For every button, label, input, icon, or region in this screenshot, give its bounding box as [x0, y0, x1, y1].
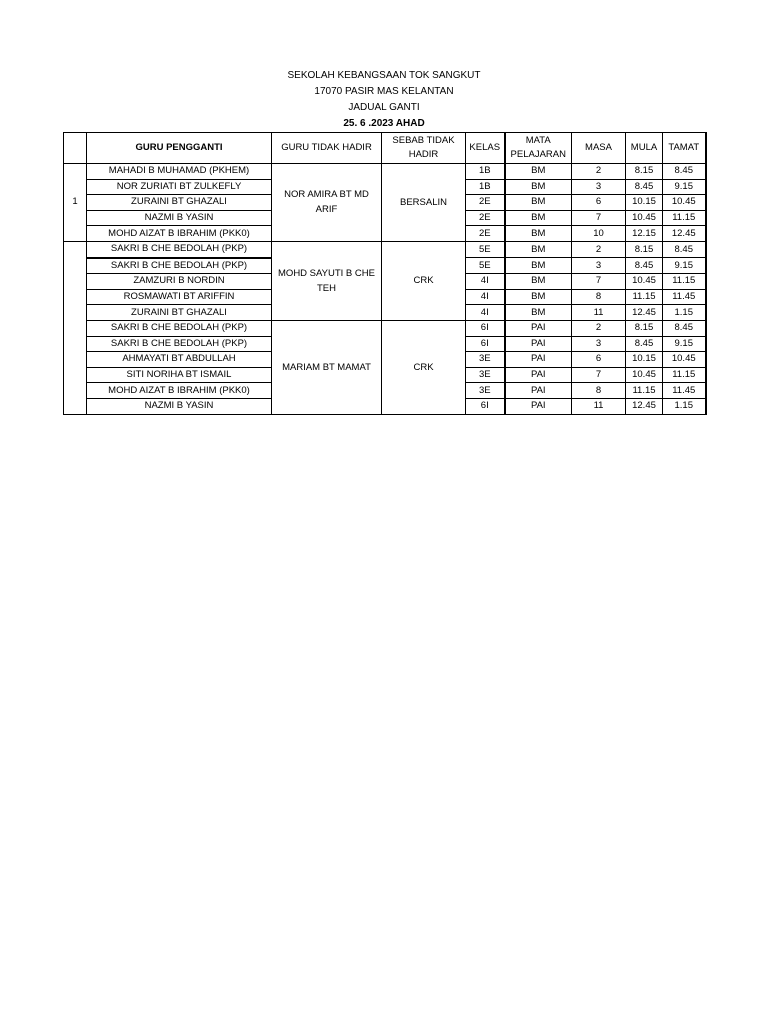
cell-kelas: 4I: [466, 274, 505, 290]
cell-masa: 8: [572, 383, 626, 399]
cell-guru-pengganti: NOR ZURIATI BT ZULKEFLY: [87, 179, 272, 195]
cell-guru-tidak-hadir: MOHD SAYUTI B CHE TEH: [272, 241, 382, 320]
cell-mula: 11.15: [626, 289, 663, 305]
cell-mata-pelajaran: BM: [505, 179, 572, 195]
school-address: 17070 PASIR MAS KELANTAN: [314, 86, 454, 97]
cell-tamat: 11.15: [663, 210, 706, 226]
cell-sebab-tidak-hadir: BERSALIN: [382, 164, 466, 242]
cell-sebab-tidak-hadir: CRK: [382, 320, 466, 414]
cell-mula: 10.45: [626, 210, 663, 226]
cell-mata-pelajaran: BM: [505, 289, 572, 305]
cell-kelas: 6I: [466, 398, 505, 414]
cell-tamat: 11.15: [663, 274, 706, 290]
cell-tamat: 10.45: [663, 352, 706, 368]
cell-masa: 7: [572, 210, 626, 226]
cell-masa: 2: [572, 320, 626, 336]
cell-masa: 6: [572, 195, 626, 211]
cell-kelas: 2E: [466, 226, 505, 242]
table-row: [64, 320, 706, 336]
school-name: SEKOLAH KEBANGSAAN TOK SANGKUT: [287, 70, 481, 81]
document-title: JADUAL GANTI: [348, 102, 420, 113]
document-header: [0, 68, 768, 132]
row-number: [64, 241, 87, 414]
cell-guru-pengganti: MOHD AIZAT B IBRAHIM (PKK0): [87, 226, 272, 242]
relief-schedule-table: [63, 132, 707, 415]
cell-mula: 10.45: [626, 367, 663, 383]
cell-kelas: 3E: [466, 383, 505, 399]
cell-mata-pelajaran: PAI: [505, 383, 572, 399]
cell-guru-pengganti: AHMAYATI BT ABDULLAH: [87, 352, 272, 368]
cell-mula: 12.15: [626, 226, 663, 242]
cell-guru-pengganti: NAZMI B YASIN: [87, 398, 272, 414]
cell-mula: 8.45: [626, 179, 663, 195]
cell-mata-pelajaran: BM: [505, 305, 572, 321]
cell-kelas: 1B: [466, 164, 505, 180]
table-row: [64, 241, 706, 257]
cell-masa: 8: [572, 289, 626, 305]
cell-mata-pelajaran: PAI: [505, 398, 572, 414]
cell-mula: 8.45: [626, 336, 663, 352]
cell-kelas: 3E: [466, 367, 505, 383]
col-header-mata-pelajaran: MATA PELAJARAN: [505, 133, 572, 164]
col-header-guru-tidak-hadir: GURU TIDAK HADIR: [272, 133, 382, 164]
cell-guru-tidak-hadir: NOR AMIRA BT MD ARIF: [272, 164, 382, 242]
cell-mata-pelajaran: BM: [505, 164, 572, 180]
cell-mula: 8.15: [626, 320, 663, 336]
cell-tamat: 1.15: [663, 398, 706, 414]
cell-tamat: 8.45: [663, 241, 706, 257]
cell-kelas: 1B: [466, 179, 505, 195]
cell-mula: 11.15: [626, 383, 663, 399]
cell-guru-pengganti: ROSMAWATI BT ARIFFIN: [87, 289, 272, 305]
cell-kelas: 4I: [466, 305, 505, 321]
cell-mata-pelajaran: BM: [505, 195, 572, 211]
cell-guru-pengganti: ZURAINI BT GHAZALI: [87, 305, 272, 321]
cell-kelas: 2E: [466, 210, 505, 226]
col-header-sebab-tidak-hadir: SEBAB TIDAK HADIR: [382, 133, 466, 164]
cell-kelas: 5E: [466, 241, 505, 257]
cell-guru-pengganti: SAKRI B CHE BEDOLAH (PKP): [87, 336, 272, 352]
cell-tamat: 8.45: [663, 164, 706, 180]
cell-guru-pengganti: SAKRI B CHE BEDOLAH (PKP): [87, 320, 272, 336]
col-header-tamat: TAMAT: [663, 133, 706, 164]
cell-tamat: 9.15: [663, 336, 706, 352]
table-header-row: [64, 133, 706, 164]
cell-tamat: 9.15: [663, 258, 706, 274]
document-date: 25. 6 .2023 AHAD: [343, 118, 425, 129]
cell-guru-tidak-hadir: MARIAM BT MAMAT: [272, 320, 382, 414]
cell-mula: 10.15: [626, 195, 663, 211]
cell-tamat: 9.15: [663, 179, 706, 195]
cell-mula: 12.45: [626, 305, 663, 321]
cell-masa: 3: [572, 258, 626, 274]
cell-tamat: 10.45: [663, 195, 706, 211]
cell-masa: 3: [572, 179, 626, 195]
cell-masa: 7: [572, 274, 626, 290]
cell-mata-pelajaran: BM: [505, 241, 572, 257]
cell-guru-pengganti: SAKRI B CHE BEDOLAH (PKP): [87, 258, 272, 274]
col-header-masa: MASA: [572, 133, 626, 164]
cell-guru-pengganti: SAKRI B CHE BEDOLAH (PKP): [87, 241, 272, 257]
cell-mata-pelajaran: BM: [505, 226, 572, 242]
cell-mula: 8.45: [626, 258, 663, 274]
cell-guru-pengganti: NAZMI B YASIN: [87, 210, 272, 226]
cell-guru-pengganti: ZURAINI BT GHAZALI: [87, 195, 272, 211]
cell-kelas: 5E: [466, 258, 505, 274]
cell-tamat: 11.45: [663, 289, 706, 305]
cell-mata-pelajaran: BM: [505, 258, 572, 274]
cell-masa: 11: [572, 305, 626, 321]
cell-mula: 12.45: [626, 398, 663, 414]
cell-masa: 3: [572, 336, 626, 352]
cell-tamat: 12.45: [663, 226, 706, 242]
cell-mula: 8.15: [626, 164, 663, 180]
cell-tamat: 8.45: [663, 320, 706, 336]
cell-masa: 10: [572, 226, 626, 242]
cell-mula: 10.15: [626, 352, 663, 368]
cell-mata-pelajaran: PAI: [505, 336, 572, 352]
cell-guru-pengganti: MOHD AIZAT B IBRAHIM (PKK0): [87, 383, 272, 399]
cell-masa: 7: [572, 367, 626, 383]
cell-guru-pengganti: SITI NORIHA BT ISMAIL: [87, 367, 272, 383]
cell-guru-pengganti: ZAMZURI B NORDIN: [87, 274, 272, 290]
cell-tamat: 11.45: [663, 383, 706, 399]
cell-mula: 8.15: [626, 241, 663, 257]
cell-masa: 2: [572, 241, 626, 257]
col-header-kelas: KELAS: [466, 133, 505, 164]
row-number: 1: [64, 164, 87, 242]
cell-kelas: 4I: [466, 289, 505, 305]
cell-tamat: 11.15: [663, 367, 706, 383]
cell-tamat: 1.15: [663, 305, 706, 321]
cell-sebab-tidak-hadir: CRK: [382, 241, 466, 320]
cell-kelas: 6I: [466, 320, 505, 336]
cell-mata-pelajaran: BM: [505, 210, 572, 226]
col-header-guru-pengganti: GURU PENGGANTI: [87, 133, 272, 164]
cell-mata-pelajaran: PAI: [505, 352, 572, 368]
cell-mula: 10.45: [626, 274, 663, 290]
cell-guru-pengganti: MAHADI B MUHAMAD (PKHEM): [87, 164, 272, 180]
cell-masa: 6: [572, 352, 626, 368]
col-header-no: [64, 133, 87, 164]
cell-masa: 11: [572, 398, 626, 414]
cell-mata-pelajaran: PAI: [505, 367, 572, 383]
cell-kelas: 2E: [466, 195, 505, 211]
cell-kelas: 6I: [466, 336, 505, 352]
cell-masa: 2: [572, 164, 626, 180]
col-header-mula: MULA: [626, 133, 663, 164]
cell-kelas: 3E: [466, 352, 505, 368]
cell-mata-pelajaran: BM: [505, 274, 572, 290]
table-row: [64, 164, 706, 180]
cell-mata-pelajaran: PAI: [505, 320, 572, 336]
